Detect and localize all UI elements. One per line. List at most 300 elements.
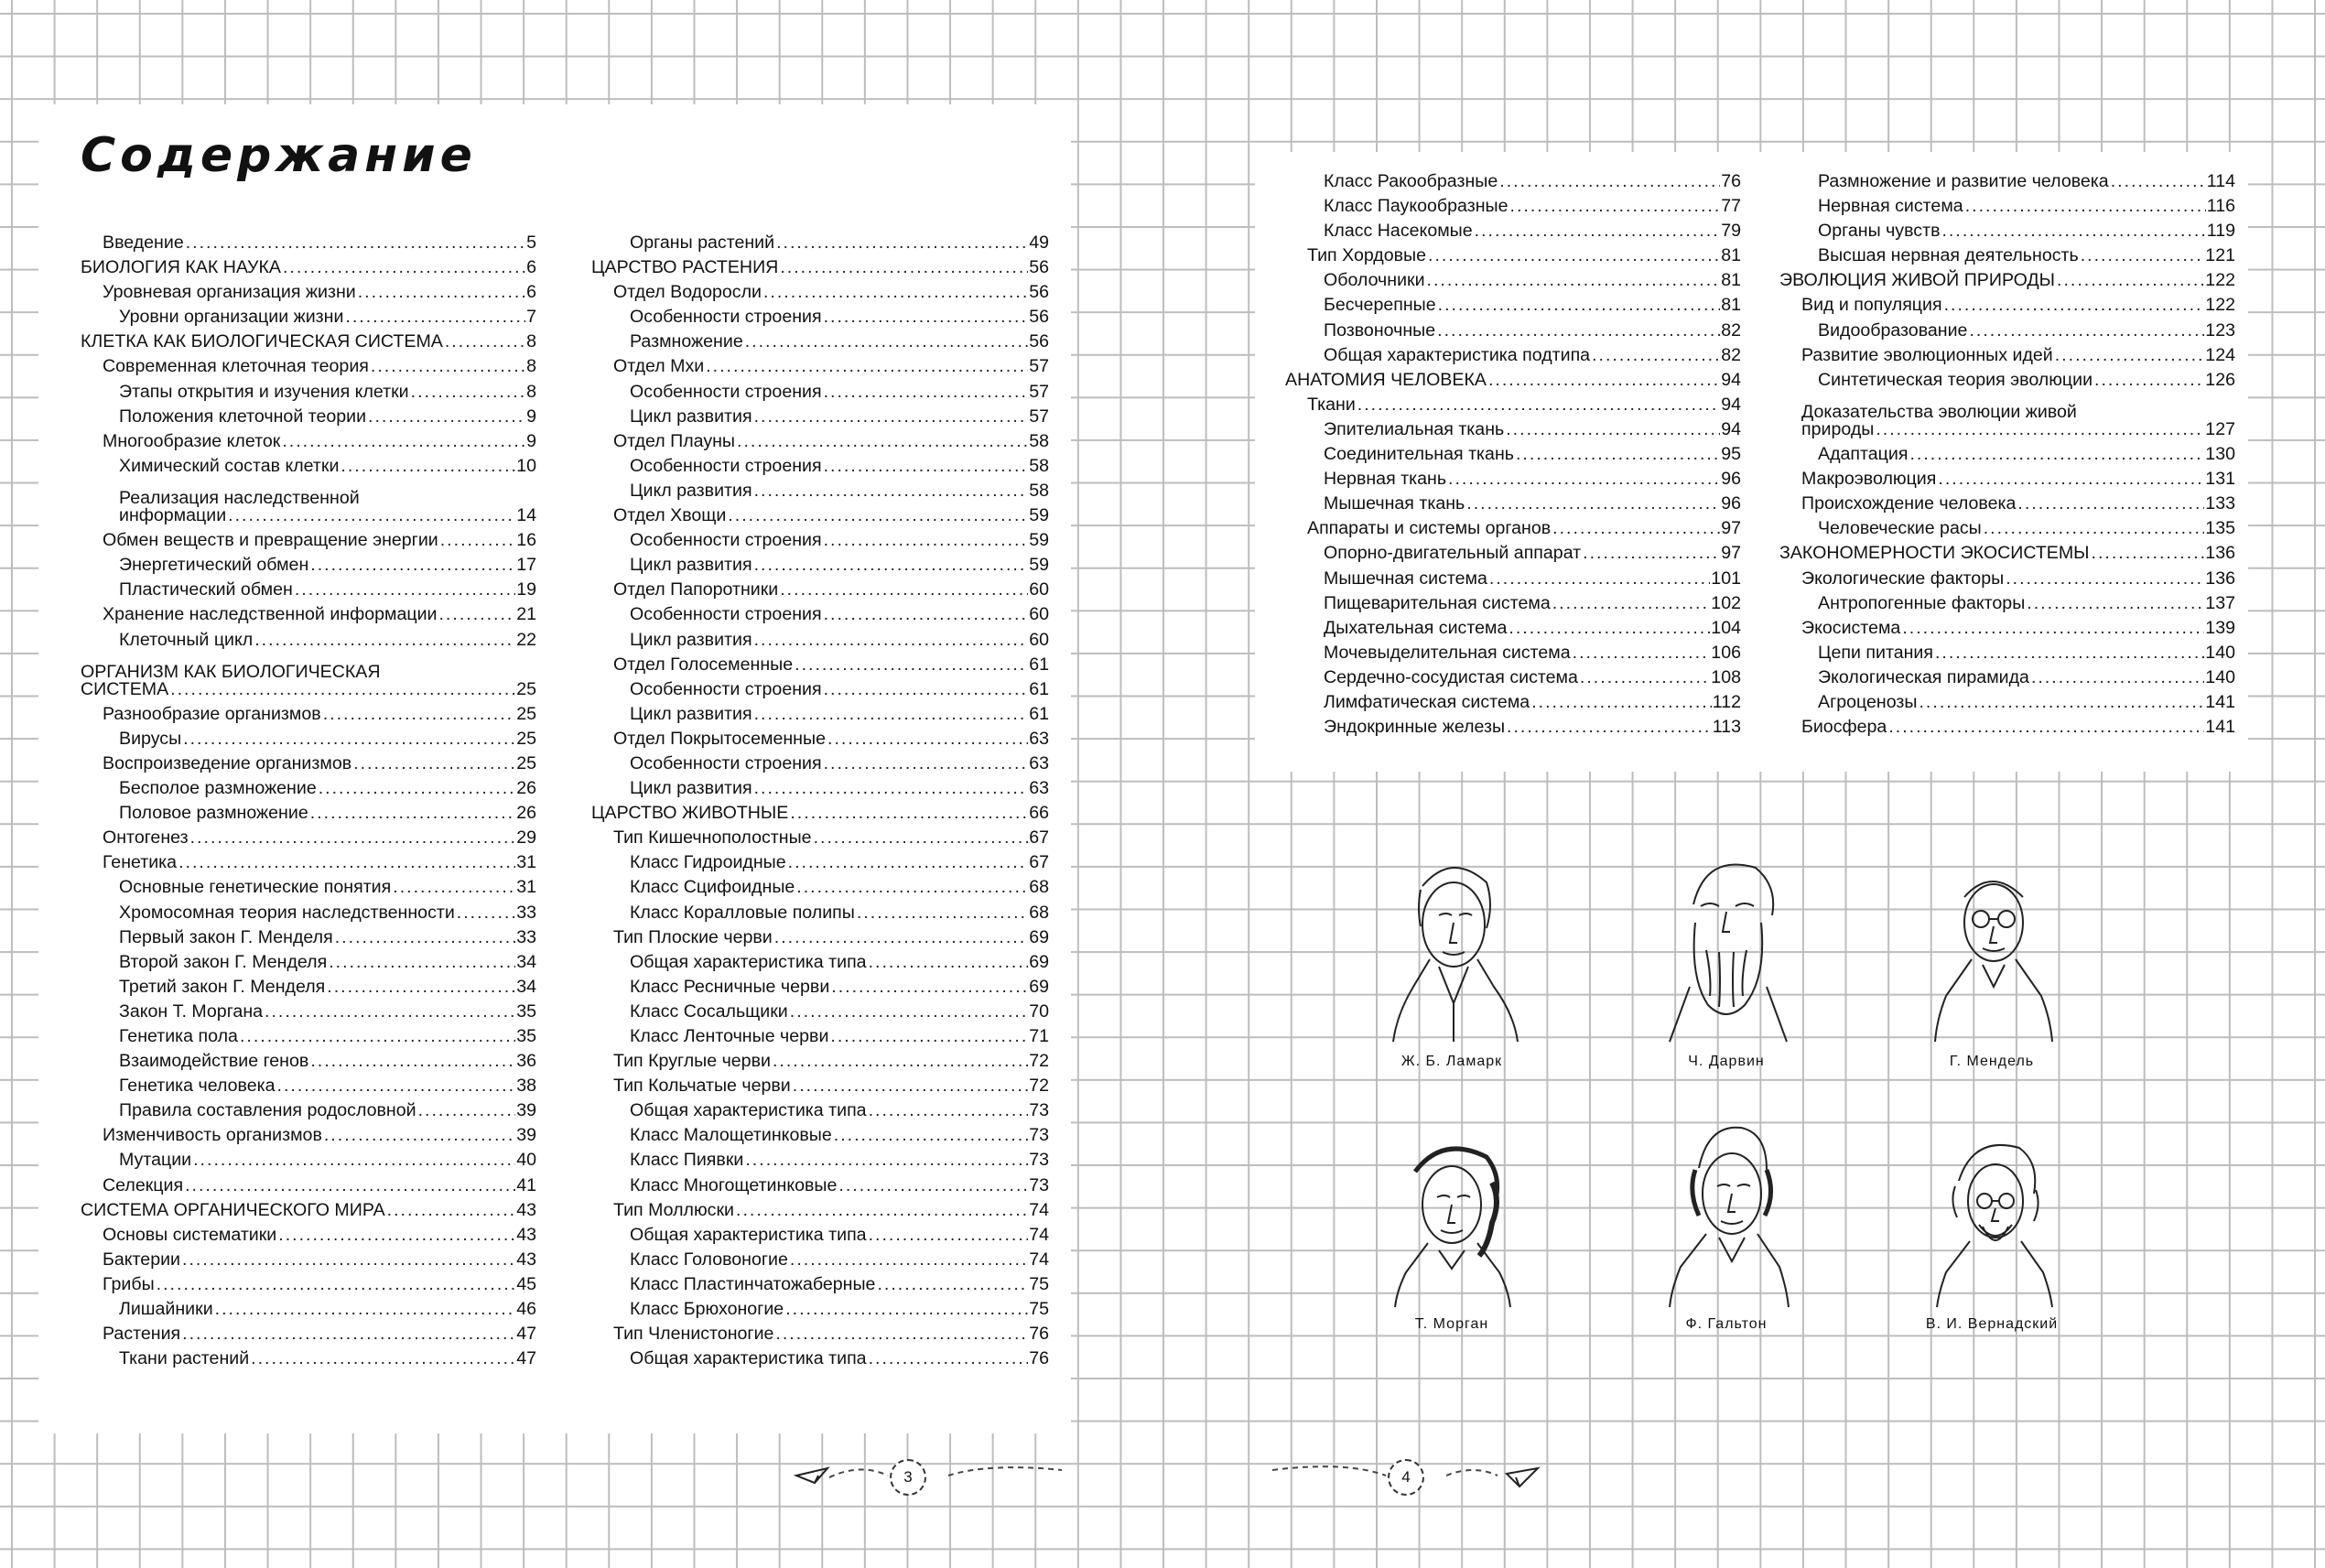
toc-entry-page: 33: [516, 902, 536, 923]
toc-dot-leader: [774, 925, 1028, 950]
toc-dot-leader: [838, 1173, 1028, 1198]
toc-entry-page: 74: [1029, 1199, 1049, 1220]
toc-entry: [1779, 690, 2235, 715]
toc-dot-leader: [1466, 492, 1720, 516]
toc-entry-page: 21: [516, 604, 536, 625]
toc-entry: [1779, 467, 2235, 492]
portrait-darwin-drawing: [1653, 849, 1800, 1046]
toc-dot-leader: [2057, 268, 2204, 293]
toc-entry: [81, 602, 536, 627]
toc-entry-page: 60: [1029, 604, 1049, 625]
toc-entry: [81, 826, 536, 850]
toc-entry: [81, 553, 536, 578]
toc-entry-title: Бесполое размножение: [119, 778, 317, 799]
toc-entry-page: 73: [1029, 1174, 1049, 1195]
toc-entry-page: 36: [516, 1051, 536, 1072]
toc-entry: [591, 653, 1049, 677]
toc-entry-page: 133: [2205, 493, 2235, 514]
toc-entry: [1285, 715, 1741, 740]
toc-dot-leader: [1438, 293, 1721, 318]
toc-dot-leader: [186, 231, 525, 255]
toc-dot-leader: [327, 975, 515, 1000]
toc-entry-title: Класс Многощетинковые: [630, 1174, 838, 1195]
toc-entry: [591, 727, 1049, 752]
toc-entry: [81, 752, 536, 776]
toc-entry-title: Пластический обмен: [119, 579, 293, 600]
toc-dot-leader: [418, 1098, 516, 1123]
toc-entry-title: Лишайники: [119, 1299, 213, 1320]
toc-entry-page: 61: [1029, 703, 1049, 724]
toc-entry-page: 22: [516, 629, 536, 650]
toc-entry-page: 60: [1029, 629, 1049, 650]
toc-entry: [1285, 567, 1741, 591]
toc-entry-title: Основы систематики: [103, 1224, 277, 1245]
toc-entry-title: Многообразие клеток: [103, 430, 281, 451]
toc-entry: [591, 280, 1049, 305]
toc-entry-page: 38: [516, 1076, 536, 1097]
toc-entry: [591, 752, 1049, 776]
toc-entry-title: Экосистема: [1801, 617, 1901, 638]
toc-entry: [1285, 690, 1741, 715]
toc-entry-title: Тип Моллюски: [613, 1199, 734, 1220]
toc-entry-title: Видообразование: [1818, 319, 1968, 341]
toc-entry-title: Особенности строения: [630, 752, 822, 773]
toc-entry-page: 57: [1029, 381, 1049, 402]
toc-dot-leader: [754, 479, 1029, 503]
toc-entry-title: Этапы открытия и изучения клетки: [119, 381, 409, 402]
toc-entry-title: Аппараты и системы органов: [1307, 518, 1552, 539]
toc-entry: [1285, 641, 1741, 665]
toc-entry-title: Генетика человека: [119, 1076, 276, 1097]
toc-entry-page: 69: [1029, 926, 1049, 947]
portrait-vernadsky: [1891, 1135, 2092, 1333]
toc-entry: [81, 702, 536, 727]
toc-dot-leader: [1941, 219, 2205, 243]
toc-dot-leader: [795, 653, 1028, 677]
toc-entry-title: Отдел Хвощи: [613, 505, 727, 526]
toc-entry-title: Второй закон Г. Менделя: [119, 951, 328, 972]
portrait-mendel: [1891, 849, 2092, 1070]
portrait-caption: Ф. Гальтон: [1685, 1316, 1768, 1332]
toc-entry-title: СИСТЕМА ОРГАНИЧЕСКОГО МИРА: [81, 1199, 385, 1220]
toc-entry-title: Вид и популяция: [1801, 295, 1942, 316]
toc-entry-page: 124: [2205, 344, 2235, 365]
toc-dot-leader: [1427, 268, 1721, 293]
toc-entry-page: 137: [2205, 592, 2235, 613]
toc-dot-leader: [1516, 442, 1720, 467]
toc-entry-title: Антропогенные факторы: [1818, 592, 2026, 613]
toc-entry-page: 35: [516, 1000, 536, 1022]
toc-entry-title: Растения: [103, 1324, 181, 1345]
toc-entry-title: Эпителиальная ткань: [1324, 418, 1505, 439]
toc-entry: [81, 850, 536, 875]
toc-entry: [591, 702, 1049, 727]
toc-entry-title: Половое размножение: [119, 803, 308, 824]
toc-entry-page: 121: [2205, 245, 2235, 266]
toc-entry: [591, 1049, 1049, 1074]
toc-entry: [591, 602, 1049, 627]
toc-entry: [591, 454, 1049, 479]
toc-entry-page: 79: [1721, 221, 1741, 242]
toc-dot-leader: [869, 1098, 1029, 1123]
toc-dot-leader: [790, 1000, 1028, 1024]
toc-entry-page: 140: [2205, 666, 2235, 687]
toc-dot-leader: [393, 875, 515, 900]
page-number-right: 4: [1388, 1459, 1424, 1496]
toc-entry-title: Отдел Мхи: [613, 356, 705, 377]
toc-entry-title: Экологические факторы: [1801, 568, 2005, 589]
toc-entry-title: Отдел Плауны: [613, 430, 736, 451]
toc-dot-leader: [814, 826, 1029, 850]
toc-entry-page: 94: [1721, 418, 1741, 439]
portrait-galton: [1626, 1115, 1827, 1333]
toc-entry: [591, 1000, 1049, 1024]
toc-entry: [591, 578, 1049, 602]
toc-entry-title: Органы чувств: [1818, 221, 1941, 242]
toc-dot-leader: [310, 801, 515, 826]
toc-dot-leader: [2055, 343, 2205, 368]
toc-dot-leader: [737, 429, 1028, 454]
portrait-mendel-drawing: [1919, 849, 2065, 1046]
toc-entry-page: 104: [1711, 617, 1741, 638]
toc-dot-leader: [1938, 467, 2204, 492]
toc-entry: [1285, 516, 1741, 541]
toc-entry: [81, 875, 536, 900]
toc-entry-title: ОРГАНИЗМ КАК БИОЛОГИЧЕСКАЯ: [81, 661, 381, 682]
toc-entry-page: 76: [1029, 1348, 1049, 1369]
toc-dot-leader: [830, 1024, 1028, 1049]
toc-entry-page: 82: [1721, 344, 1741, 365]
toc-entry: [1285, 169, 1741, 194]
toc-entry-title: Класс Гидроидные: [630, 852, 786, 873]
toc-entry-title: Разнообразие организмов: [103, 703, 321, 724]
toc-entry: [591, 1346, 1049, 1371]
toc-entry-title: Высшая нервная деятельность: [1818, 245, 2079, 266]
toc-dot-leader: [283, 255, 525, 280]
toc-entry: [1285, 467, 1741, 492]
toc-entry: [81, 479, 536, 508]
toc-entry-page: 73: [1029, 1100, 1049, 1121]
toc-entry-title: Класс Паукообразные: [1324, 196, 1509, 217]
toc-entry-page: 58: [1029, 430, 1049, 451]
toc-entry-page: 66: [1029, 803, 1049, 824]
toc-entry-page: 25: [516, 728, 536, 749]
toc-entry-title: Опорно-двигательный аппарат: [1324, 543, 1582, 564]
toc-entry-title: Класс Насекомые: [1324, 221, 1473, 242]
toc-entry-title: природы: [1801, 418, 1875, 439]
toc-entry-title: Особенности строения: [630, 307, 822, 328]
toc-dot-leader: [1428, 243, 1720, 268]
toc-entry: [81, 801, 536, 826]
toc-dot-leader: [754, 702, 1029, 727]
toc-entry-title: Воспроизведение организмов: [103, 752, 352, 773]
toc-dot-leader: [706, 354, 1028, 379]
toc-entry-title: Ткани растений: [119, 1348, 250, 1369]
toc-entry-page: 71: [1029, 1026, 1049, 1046]
toc-dot-leader: [827, 727, 1028, 752]
toc-entry-page: 67: [1029, 852, 1049, 873]
toc-dot-leader: [445, 330, 525, 354]
toc-entry-title: Синтетическая теория эволюции: [1818, 369, 2093, 390]
toc-entry-page: 16: [516, 530, 536, 551]
toc-entry-page: 73: [1029, 1150, 1049, 1171]
toc-entry: [1285, 665, 1741, 690]
toc-entry-title: Закон Т. Моргана: [119, 1000, 264, 1022]
toc-entry-page: 130: [2205, 444, 2235, 465]
toc-dot-leader: [1489, 567, 1710, 591]
toc-dot-leader: [1876, 417, 2204, 442]
toc-entry: [81, 305, 536, 330]
toc-dot-leader: [824, 602, 1029, 627]
toc-entry-title: Класс Брюхоногие: [630, 1299, 784, 1320]
page-title: Содержание: [81, 128, 477, 183]
toc-entry: [81, 1148, 536, 1173]
toc-entry-page: 10: [516, 455, 536, 476]
toc-entry: [591, 925, 1049, 950]
toc-entry-page: 34: [516, 976, 536, 997]
toc-entry-title: Уровни организации жизни: [119, 307, 344, 328]
toc-entry-title: Класс Сцифоидные: [630, 877, 795, 898]
toc-entry-title: Органы растений: [630, 232, 775, 253]
toc-dot-leader: [796, 875, 1028, 900]
toc-entry-page: 113: [1712, 717, 1741, 738]
toc-entry-title: Третий закон Г. Менделя: [119, 976, 326, 997]
toc-entry-title: Общая характеристика типа: [630, 1100, 867, 1121]
portrait-caption: Ж. Б. Ламарк: [1400, 1054, 1503, 1069]
toc-dot-leader: [824, 380, 1029, 405]
toc-entry-title: Взаимодействие генов: [119, 1051, 309, 1072]
toc-entry-title: Тип Кольчатые черви: [613, 1076, 791, 1097]
toc-entry: [591, 1173, 1049, 1198]
toc-entry-page: 14: [516, 505, 536, 526]
toc-entry-page: 131: [2205, 469, 2235, 490]
toc-dot-leader: [736, 1198, 1028, 1223]
toc-entry: [591, 305, 1049, 330]
toc-entry-title: Отдел Водоросли: [613, 282, 762, 303]
toc-dot-leader: [1919, 690, 2204, 715]
portrait-caption: Т. Морган: [1414, 1316, 1489, 1332]
toc-entry-title: Позвоночные: [1324, 319, 1436, 341]
toc-dot-leader: [1909, 442, 2204, 467]
toc-entry-title: Нервная система: [1818, 196, 1963, 217]
toc-entry: [591, 380, 1049, 405]
toc-dot-leader: [183, 727, 515, 752]
toc-entry-page: 75: [1029, 1273, 1049, 1294]
toc-entry-page: 47: [516, 1324, 536, 1345]
toc-entry: [1779, 243, 2235, 268]
portrait-darwin: [1626, 849, 1827, 1070]
toc-dot-leader: [1507, 715, 1712, 740]
toc-entry-page: 35: [516, 1026, 536, 1046]
toc-entry-page: 68: [1029, 877, 1049, 898]
toc-entry-page: 56: [1029, 257, 1049, 278]
toc-dot-leader: [1357, 393, 1720, 417]
toc-dot-leader: [310, 1049, 515, 1074]
toc-entry-title: Генетика пола: [119, 1026, 238, 1046]
toc-entry: [591, 1248, 1049, 1272]
toc-entry-title: Первый закон Г. Менделя: [119, 926, 333, 947]
toc-entry-title: Класс Ракообразные: [1324, 171, 1498, 191]
toc-entry: [591, 1198, 1049, 1223]
toc-entry-page: 74: [1029, 1249, 1049, 1270]
toc-entry-title: Положения клеточной теории: [119, 406, 367, 427]
toc-entry-page: 97: [1721, 543, 1741, 564]
toc-entry: [591, 503, 1049, 528]
toc-dot-leader: [2027, 591, 2204, 616]
toc-entry: [1779, 641, 2235, 665]
toc-entry-title: Оболочники: [1324, 270, 1425, 291]
toc-dot-leader: [182, 1248, 515, 1272]
toc-entry-page: 106: [1711, 642, 1741, 663]
toc-entry: [591, 875, 1049, 900]
toc-entry: [591, 1297, 1049, 1322]
toc-entry-title: Обмен веществ и превращение энергии: [103, 530, 438, 551]
toc-entry: [591, 354, 1049, 379]
toc-entry: [1285, 368, 1741, 393]
toc-entry: [81, 925, 536, 950]
toc-dot-leader: [780, 255, 1028, 280]
toc-entry-title: АНАТОМИЯ ЧЕЛОВЕКА: [1285, 369, 1487, 390]
toc-entry: [591, 1098, 1049, 1123]
toc-entry-title: ЭВОЛЮЦИЯ ЖИВОЙ ПРИРОДЫ: [1779, 270, 2056, 291]
toc-dot-leader: [383, 653, 536, 677]
toc-entry: [591, 776, 1049, 801]
toc-entry: [81, 454, 536, 479]
toc-entry-title: Класс Сосальщики: [630, 1000, 788, 1022]
toc-entry: [1779, 492, 2235, 516]
toc-entry-page: 25: [516, 703, 536, 724]
toc-entry-page: 25: [516, 752, 536, 773]
toc-entry-page: 68: [1029, 902, 1049, 923]
toc-dot-leader: [457, 901, 515, 925]
toc-dot-leader: [251, 1346, 515, 1371]
toc-entry-page: 61: [1029, 654, 1049, 675]
toc-entry-title: Класс Головоногие: [630, 1249, 788, 1270]
toc-entry-title: Адаптация: [1818, 444, 1909, 465]
toc-entry-title: Цикл развития: [630, 629, 752, 650]
toc-dot-leader: [728, 503, 1028, 528]
toc-dot-leader: [824, 677, 1029, 702]
toc-entry-page: 96: [1721, 493, 1741, 514]
toc-entry-title: Цикл развития: [630, 778, 752, 799]
toc-entry-page: 39: [516, 1125, 536, 1146]
toc-dot-leader: [341, 454, 515, 479]
toc-entry: [591, 901, 1049, 925]
toc-entry-page: 73: [1029, 1125, 1049, 1146]
toc-dot-leader: [278, 1223, 515, 1248]
toc-entry-page: 26: [516, 803, 536, 824]
toc-dot-leader: [763, 280, 1028, 305]
toc-dot-leader: [1888, 715, 2204, 740]
toc-entry: [81, 354, 536, 379]
toc-entry-page: 76: [1029, 1324, 1049, 1345]
toc-entry: [81, 901, 536, 925]
toc-dot-leader: [745, 1148, 1028, 1173]
portrait-caption: Ч. Дарвин: [1688, 1054, 1765, 1069]
toc-entry-title: Происхождение человека: [1801, 493, 2017, 514]
toc-dot-leader: [780, 578, 1028, 602]
toc-dot-leader: [1531, 690, 1712, 715]
toc-entry-page: 46: [516, 1299, 536, 1320]
toc-entry: [81, 1272, 536, 1297]
toc-dot-leader: [776, 231, 1028, 255]
toc-entry: [591, 1223, 1049, 1248]
toc-dot-leader: [1965, 194, 2206, 219]
toc-dot-leader: [319, 776, 515, 801]
toc-entry-title: Общая характеристика типа: [630, 1224, 867, 1245]
toc-entry-title: Класс Пластинчатожаберные: [630, 1273, 876, 1294]
toc-entry-page: 29: [516, 827, 536, 849]
toc-dot-leader: [1573, 641, 1711, 665]
toc-entry: [591, 801, 1049, 826]
toc-dot-leader: [824, 752, 1029, 776]
toc-dot-leader: [368, 405, 525, 429]
toc-dot-leader: [387, 1198, 516, 1223]
toc-dot-leader: [1552, 591, 1711, 616]
toc-entry: [1285, 293, 1741, 318]
toc-dot-leader: [793, 1074, 1028, 1098]
toc-entry: [81, 1322, 536, 1346]
toc-dot-leader: [1448, 467, 1720, 492]
toc-dot-leader: [754, 553, 1029, 578]
toc-entry-title: Нервная ткань: [1324, 469, 1447, 490]
toc-column-4: [1779, 169, 2235, 740]
toc-entry-page: 141: [2205, 691, 2235, 712]
toc-entry-page: 7: [526, 307, 536, 328]
toc-entry-title: Хранение наследственной информации: [103, 604, 438, 625]
portrait-lamarck: [1351, 849, 1552, 1070]
toc-dot-leader: [773, 1049, 1028, 1074]
toc-entry-title: Общая характеристика типа: [630, 951, 867, 972]
toc-entry: [81, 1198, 536, 1223]
toc-entry-title: Тип Членистоногие: [613, 1324, 774, 1345]
toc-entry-page: 8: [526, 381, 536, 402]
toc-entry-title: Цикл развития: [630, 703, 752, 724]
toc-dot-leader: [1509, 616, 1710, 641]
toc-entry: [1779, 268, 2235, 293]
page-number-footer-left: [787, 1455, 1062, 1501]
toc-entry: [81, 503, 536, 528]
toc-dot-leader: [1475, 219, 1721, 243]
toc-entry: [591, 850, 1049, 875]
toc-dot-leader: [834, 1123, 1028, 1148]
toc-entry-page: 43: [516, 1224, 536, 1245]
toc-entry-title: Тип Кишечнополостные: [613, 827, 812, 849]
toc-dot-leader: [1580, 665, 1710, 690]
toc-dot-leader: [2006, 567, 2204, 591]
toc-entry: [1285, 343, 1741, 368]
toc-entry: [81, 1248, 536, 1272]
toc-entry-page: 122: [2205, 295, 2235, 316]
toc-entry-page: 34: [516, 951, 536, 972]
toc-entry: [591, 405, 1049, 429]
toc-entry: [591, 1024, 1049, 1049]
toc-dot-leader: [2092, 541, 2205, 566]
toc-entry: [81, 1123, 536, 1148]
toc-entry: [1779, 319, 2235, 343]
toc-dot-leader: [1437, 319, 1720, 343]
toc-entry-title: Класс Пиявки: [630, 1150, 744, 1171]
toc-entry-page: 26: [516, 778, 536, 799]
toc-dot-leader: [790, 1248, 1028, 1272]
toc-dot-leader: [438, 602, 515, 627]
portrait-galton-drawing: [1653, 1115, 1800, 1309]
toc-entry-title: Человеческие расы: [1818, 518, 1982, 539]
toc-entry-page: 19: [516, 579, 536, 600]
toc-entry-title: Особенности строения: [630, 604, 822, 625]
toc-entry-title: Цикл развития: [630, 406, 752, 427]
toc-dot-leader: [324, 1123, 515, 1148]
